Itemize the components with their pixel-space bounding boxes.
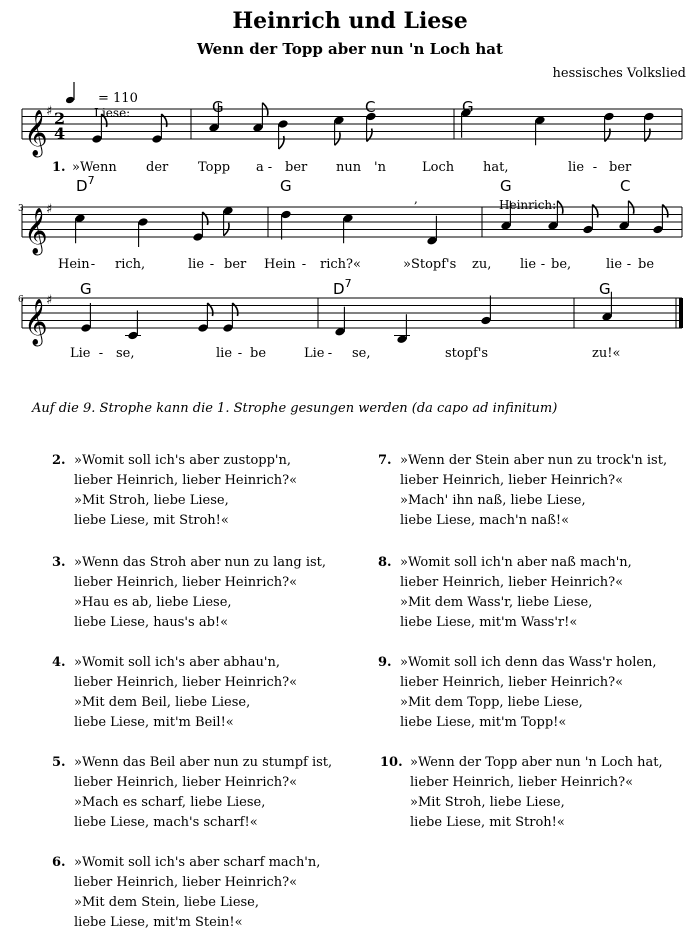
- treble-clef: 𝄞: [24, 208, 48, 254]
- measure-number: 3: [18, 204, 24, 214]
- lyric-syllable: se,: [116, 346, 135, 361]
- lyric-syllable: hat,: [483, 160, 509, 175]
- chord-root: D: [76, 177, 88, 195]
- lyric-syllable: rich?«: [320, 257, 361, 272]
- composer-credit: hessisches Volkslied: [552, 66, 686, 81]
- lyric-syllable: be,: [551, 257, 572, 272]
- verse-line: lieber Heinrich, lieber Heinrich?«: [74, 675, 298, 690]
- verse-line: liebe Liese, haus's ab!«: [74, 615, 229, 630]
- chord-symbol: [500, 177, 512, 195]
- verse-number: 7.: [378, 453, 392, 468]
- verse-block: [378, 553, 632, 633]
- verse-line: liebe Liese, mach's scharf!«: [74, 815, 258, 830]
- verse-line: liebe Liese, mit'm Wass'r!«: [400, 615, 578, 630]
- chord-symbol: [80, 280, 92, 298]
- chord-root: G: [280, 177, 292, 195]
- verse-line: »Womit soll ich'n aber naß mach'n,: [400, 555, 632, 570]
- lyric-syllable: nun: [336, 160, 362, 175]
- note-flag: [232, 303, 237, 316]
- lyric-syllable: rich,: [115, 257, 146, 272]
- verse-number: 2.: [52, 453, 66, 468]
- lyric-syllable: ber: [285, 160, 308, 175]
- verse-line: »Mit Stroh, liebe Liese,: [410, 795, 565, 810]
- verse-line: liebe Liese, mit'm Beil!«: [74, 715, 234, 730]
- lyric-syllable: be: [250, 346, 267, 361]
- verse-line: liebe Liese, mit'm Stein!«: [74, 915, 243, 930]
- chord-extension: 7: [87, 174, 95, 187]
- verse-number: 4.: [52, 655, 66, 670]
- verse-block: [378, 451, 668, 531]
- verse-line: »Mit dem Wass'r, liebe Liese,: [400, 595, 593, 610]
- verse-block: [378, 653, 657, 733]
- note-flag: [202, 212, 207, 225]
- lyric-syllable: lie: [568, 160, 585, 175]
- verse-line: lieber Heinrich, lieber Heinrich?«: [74, 575, 298, 590]
- lyrics: [52, 160, 654, 361]
- song-subtitle: Wenn der Topp aber nun 'n Loch hat: [197, 40, 503, 58]
- time-signature: 4: [54, 124, 66, 143]
- lyric-syllable: »Wenn: [72, 160, 117, 175]
- lyric-syllable: zu!«: [592, 346, 621, 361]
- note-flag: [161, 114, 166, 127]
- measure-number: 6: [18, 295, 24, 305]
- verse-line: liebe Liese, mit Stroh!«: [74, 513, 229, 528]
- verse-block: [52, 653, 298, 733]
- verse-line: lieber Heinrich, lieber Heinrich?«: [410, 775, 634, 790]
- lyric-syllable: »Stopf's: [403, 257, 457, 272]
- verse-block: [380, 753, 663, 833]
- verse-line: »Mit dem Stein, liebe Liese,: [74, 895, 260, 910]
- chord-symbol: [620, 177, 630, 195]
- staves: [22, 109, 683, 328]
- lyric-syllable: Loch: [422, 160, 455, 175]
- treble-clef: 𝄞: [24, 299, 48, 345]
- lyric-syllable: -: [98, 346, 104, 361]
- note-flag: [662, 205, 667, 218]
- verse-number: 10.: [380, 755, 403, 770]
- chord-symbol: [365, 98, 375, 116]
- chord-root: G: [212, 98, 224, 116]
- verse-line: »Mach' ihn naß, liebe Liese,: [400, 493, 586, 508]
- lyric-syllable: Hein: [264, 257, 296, 272]
- lyric-syllable: 'n: [374, 160, 386, 175]
- chord-root: G: [462, 98, 474, 116]
- verse-line: lieber Heinrich, lieber Heinrich?«: [400, 675, 624, 690]
- lyric-syllable: Topp: [198, 160, 231, 175]
- verse-line: lieber Heinrich, lieber Heinrich?«: [74, 875, 298, 890]
- lyric-syllable: -: [327, 346, 333, 361]
- lyric-syllable: -: [301, 257, 307, 272]
- lyric-syllable: lie: [520, 257, 537, 272]
- verse-line: »Mit Stroh, liebe Liese,: [74, 493, 229, 508]
- verse-number: 3.: [52, 555, 66, 570]
- chord-root: C: [620, 177, 631, 195]
- lyric-syllable: a: [256, 160, 264, 175]
- lyric-syllable: -: [540, 257, 546, 272]
- verse-line: »Wenn der Stein aber nun zu trock'n ist,: [400, 453, 668, 468]
- key-signature-sharp: ♯: [46, 104, 53, 119]
- key-signature-sharp: ♯: [46, 293, 53, 308]
- lyric-syllable: lie: [188, 257, 205, 272]
- verse-block: [52, 753, 333, 833]
- note-flag: [367, 129, 372, 142]
- key-signature-sharp: ♯: [46, 202, 53, 217]
- lyric-syllable: lie: [216, 346, 233, 361]
- chord-root: G: [599, 280, 611, 298]
- chord-root: G: [80, 280, 92, 298]
- chord-root: G: [500, 177, 512, 195]
- lyric-syllable: -: [626, 257, 632, 272]
- note-flag: [592, 205, 597, 218]
- verse-block: [52, 451, 298, 531]
- song-title: Heinrich und Liese: [232, 8, 468, 34]
- lyric-syllable: -: [90, 257, 96, 272]
- sheet-music-score: [0, 0, 700, 380]
- chord-symbol: [76, 174, 95, 195]
- lyric-syllable: der: [146, 160, 169, 175]
- verse-line: »Wenn das Stroh aber nun zu lang ist,: [74, 555, 327, 570]
- lyric-syllable: -: [209, 257, 215, 272]
- lyric-syllable: be: [638, 257, 655, 272]
- chord-symbol: [280, 177, 292, 195]
- verse-line: liebe Liese, mit'm Topp!«: [400, 715, 567, 730]
- note-flag: [645, 129, 650, 142]
- lyric-syllable: ber: [224, 257, 247, 272]
- chord-extension: 7: [344, 277, 352, 290]
- time-signature: 2: [54, 109, 66, 128]
- chord-symbol: [333, 277, 352, 298]
- lyric-syllable: Lie: [304, 346, 325, 361]
- lyric-syllable: -: [267, 160, 273, 175]
- lyric-syllable: Hein: [58, 257, 90, 272]
- verse-line: lieber Heinrich, lieber Heinrich?«: [400, 575, 624, 590]
- lyric-syllable: Lie: [70, 346, 91, 361]
- chord-symbol: [212, 98, 224, 116]
- lyric-syllable: -: [237, 346, 243, 361]
- verse-number: 1.: [52, 160, 66, 175]
- verse-line: »Wenn das Beil aber nun zu stumpf ist,: [74, 755, 333, 770]
- lyric-syllable: lie: [606, 257, 623, 272]
- chord-root: D: [333, 280, 345, 298]
- note-flag: [207, 303, 212, 316]
- lyric-syllable: zu,: [472, 257, 492, 272]
- verse-line: liebe Liese, mach'n naß!«: [400, 513, 570, 528]
- verse-line: »Wenn der Topp aber nun 'n Loch hat,: [410, 755, 663, 770]
- verse-number: 6.: [52, 855, 66, 870]
- verse-block: [52, 553, 327, 633]
- verse-line: »Mit dem Beil, liebe Liese,: [74, 695, 251, 710]
- verse-line: »Womit soll ich's aber zustopp'n,: [74, 453, 292, 468]
- verse-number: 9.: [378, 655, 392, 670]
- final-barline: [679, 298, 683, 328]
- singer-label-heinrich: Heinrich:: [499, 198, 557, 212]
- verse-line: »Mit dem Topp, liebe Liese,: [400, 695, 583, 710]
- verse-line: lieber Heinrich, lieber Heinrich?«: [400, 473, 624, 488]
- chord-symbol: [599, 280, 611, 298]
- chord-symbol: [462, 98, 474, 116]
- lyric-syllable: se,: [352, 346, 371, 361]
- verse-line: »Hau es ab, liebe Liese,: [74, 595, 232, 610]
- treble-clef: 𝄞: [24, 110, 48, 156]
- verse-line: »Mach es scharf, liebe Liese,: [74, 795, 266, 810]
- verse-line: »Womit soll ich denn das Wass'r holen,: [400, 655, 657, 670]
- verse-line: »Womit soll ich's aber abhau'n,: [74, 655, 280, 670]
- lyric-syllable: ber: [609, 160, 632, 175]
- verse-number: 8.: [378, 555, 392, 570]
- singer-label-liese: Liese:: [94, 106, 131, 120]
- chord-root: C: [365, 98, 376, 116]
- performance-remark: Auf die 9. Strophe kann die 1. Strophe gesungen werden (da capo ad infinitum): [32, 401, 558, 416]
- lyric-syllable: stopf's: [445, 346, 489, 361]
- verse-line: »Womit soll ich's aber scharf mach'n,: [74, 855, 321, 870]
- breath-mark: ,: [414, 192, 418, 206]
- note-flag: [605, 129, 610, 142]
- verse-line: lieber Heinrich, lieber Heinrich?«: [74, 775, 298, 790]
- verse-line: liebe Liese, mit Stroh!«: [410, 815, 565, 830]
- verse-number: 5.: [52, 755, 66, 770]
- tempo-marking: = 110: [98, 91, 138, 106]
- note-flag: [279, 136, 284, 149]
- verse-line: lieber Heinrich, lieber Heinrich?«: [74, 473, 298, 488]
- lyric-syllable: -: [592, 160, 598, 175]
- verse-block: [52, 853, 321, 933]
